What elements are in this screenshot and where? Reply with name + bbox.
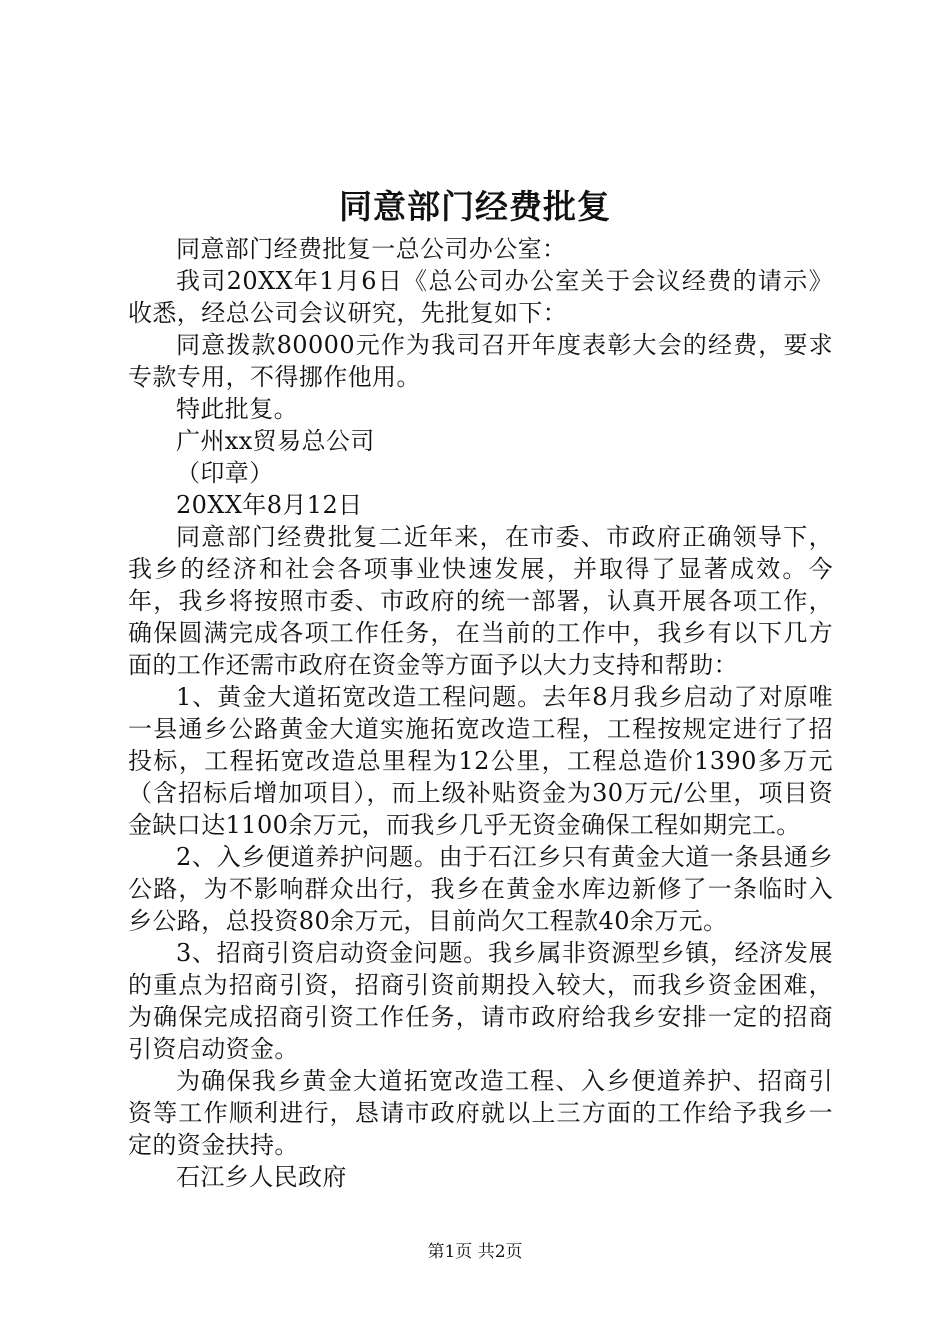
paragraph-item-3: 3、招商引资启动资金问题。我乡属非资源型乡镇，经济发展的重点为招商引资，招商引资前期投入较大，而我乡资金困难，为确保完成招商引资工作任务，请市政府给我乡安排一定的招商引资启动资金。 (128, 939, 833, 1063)
paragraph-request-received: 我司20XX年1月6日《总公司办公室关于会议经费的请示》收悉，经总公司会议研究，先批复如下： (128, 267, 833, 327)
page-number: 第1页 共2页 (427, 1242, 523, 1262)
signature-government: 石江乡人民政府 (176, 1163, 347, 1191)
seal-note: （印章） (176, 459, 274, 487)
document-title: 同意部门经费批复 (339, 187, 611, 226)
paragraph-request-support: 为确保我乡黄金大道拓宽改造工程、入乡便道养护、招商引资等工作顺利进行，恳请市政府就以上三方面的工作给予我乡一定的资金扶持。 (128, 1067, 833, 1159)
paragraph-closing: 特此批复。 (176, 395, 298, 423)
paragraph-approval: 同意拨款80000元作为我司召开年度表彰大会的经费，要求专款专用，不得挪作他用。 (128, 331, 833, 391)
signature-company: 广州xx贸易总公司 (176, 427, 375, 455)
signature-date: 20XX年8月12日 (176, 491, 363, 519)
paragraph-salutation: 同意部门经费批复一总公司办公室： (176, 235, 567, 263)
document-body (128, 233, 833, 1193)
paragraph-second-intro: 同意部门经费批复二近年来，在市委、市政府正确领导下，我乡的经济和社会各项事业快速发展，并取得了显著成效。今年，我乡将按照市委、市政府的统一部署，认真开展各项工作，确保圆满完成各项工作任务，在当前的工作中，我乡有以下几方面的工作还需市政府在资金等方面予以大力支持和帮助： (128, 523, 833, 679)
paragraph-item-1: 1、黄金大道拓宽改造工程问题。去年8月我乡启动了对原唯一县通乡公路黄金大道实施拓宽改造工程，工程按规定进行了招投标，工程拓宽改造总里程为12公里，工程总造价1390多万元（含招标后增加项目），而上级补贴资金为30万元/公里，项目资金缺口达1100余万元，而我乡几乎无资金确保工程如期完工。 (128, 683, 833, 839)
paragraph-item-2: 2、入乡便道养护问题。由于石江乡只有黄金大道一条县通乡公路，为不影响群众出行，我乡在黄金水库边新修了一条临时入乡公路，总投资80余万元，目前尚欠工程款40余万元。 (128, 843, 833, 935)
